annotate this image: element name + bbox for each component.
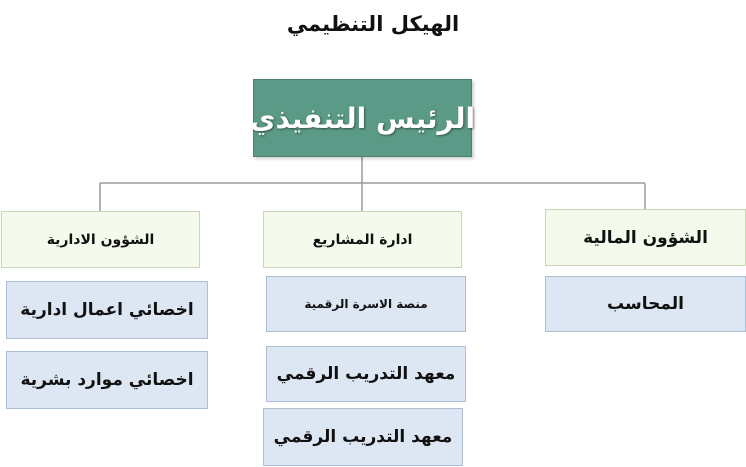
chart-title: الهيكل التنظيمي <box>286 12 460 36</box>
admin-position-box: اخصائي موارد بشرية <box>6 351 208 409</box>
projects-position-box: معهد التدريب الرقمي <box>266 346 466 402</box>
projects-department-box: ادارة المشاريع <box>263 211 462 268</box>
finance-department-box: الشؤون المالية <box>545 209 746 266</box>
admin-department-box: الشؤون الادارية <box>1 211 200 268</box>
ceo-box: الرئيس التنفيذي <box>253 79 472 157</box>
projects-position-box: منصة الاسرة الرقمية <box>266 276 466 332</box>
projects-position-box: معهد التدريب الرقمي <box>263 408 463 466</box>
finance-position-box: المحاسب <box>545 276 746 332</box>
admin-position-box: اخصائي اعمال ادارية <box>6 281 208 339</box>
